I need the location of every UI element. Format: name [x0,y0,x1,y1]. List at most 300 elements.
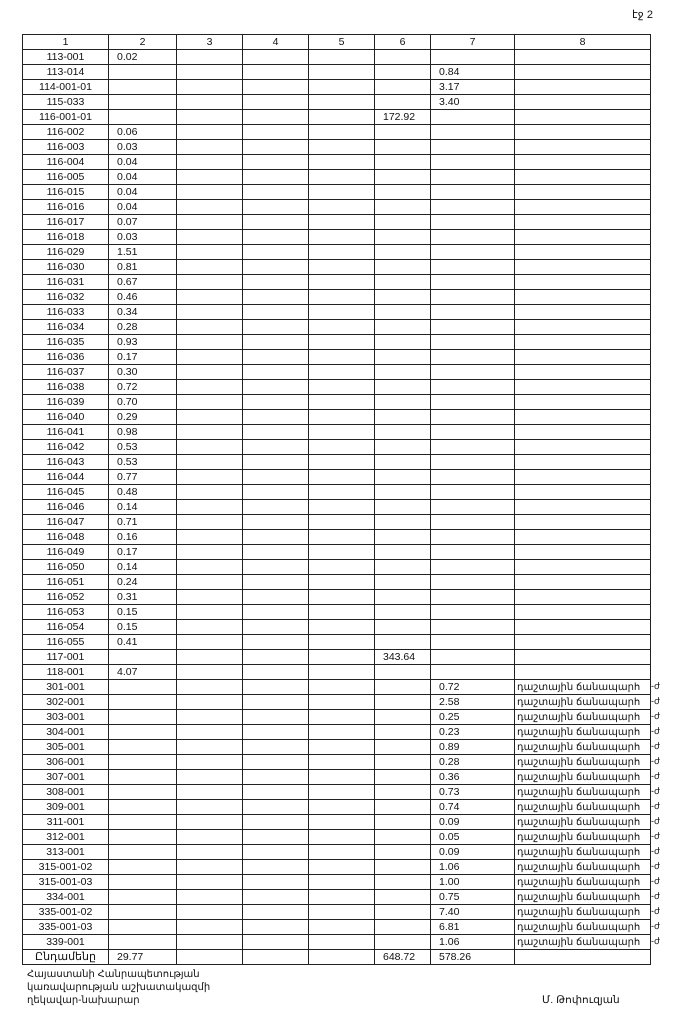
col-6-value-cell [375,230,431,245]
col-5-cell [309,380,375,395]
col-7-value-cell [431,440,515,455]
table-row [23,860,651,875]
col-5-cell [309,275,375,290]
table-row [23,245,651,260]
col-2-value-cell [109,905,177,920]
totals-col-3 [177,950,243,965]
col-5-cell [309,710,375,725]
col-7-value-cell [431,560,515,575]
col-4-cell [243,650,309,665]
footer-line: Հայաստանի Հանրապետության [27,969,200,980]
note-cell [515,485,651,500]
col-6-value-cell [375,470,431,485]
table-row [23,305,651,320]
col-7-value-cell: 1.06 [431,935,515,950]
col-3-cell [177,545,243,560]
parcel-code-cell: 116-038 [23,380,109,395]
col-4-cell [243,515,309,530]
margin-mark: -ժ [651,861,660,871]
col-3-cell [177,245,243,260]
col-6-value-cell [375,815,431,830]
col-6-value-cell [375,755,431,770]
col-5-cell [309,650,375,665]
parcel-code-cell: 313-001 [23,845,109,860]
col-4-cell [243,845,309,860]
col-2-value-cell: 0.04 [109,155,177,170]
col-7-value-cell: 0.05 [431,830,515,845]
col-5-cell [309,425,375,440]
note-cell [515,530,651,545]
col-5-cell [309,365,375,380]
col-5-cell [309,80,375,95]
table-row [23,800,651,815]
note-text: դաշտային ճանապարհ [517,801,641,813]
col-6-value-cell [375,80,431,95]
parcel-code-cell: 116-044 [23,470,109,485]
col-2-value-cell: 0.41 [109,635,177,650]
col-4-cell [243,395,309,410]
col-3-cell [177,905,243,920]
col-2-value-cell [109,800,177,815]
col-2-value-cell: 0.04 [109,170,177,185]
col-4-cell [243,95,309,110]
note-cell [515,65,651,80]
parcel-code-cell: 116-051 [23,575,109,590]
col-4-cell [243,545,309,560]
parcel-code-cell: 116-046 [23,500,109,515]
note-cell [515,260,651,275]
col-2-value-cell: 0.70 [109,395,177,410]
col-4-cell [243,320,309,335]
col-4-cell [243,170,309,185]
col-7-value-cell [431,635,515,650]
col-7-value-cell [431,110,515,125]
col-6-value-cell [375,725,431,740]
col-7-value-cell: 6.81 [431,920,515,935]
col-5-cell [309,140,375,155]
table-row [23,890,651,905]
col-2-value-cell: 0.02 [109,50,177,65]
col-3-cell [177,140,243,155]
col-6-value-cell [375,95,431,110]
table-row [23,140,651,155]
table-row [23,350,651,365]
col-4-cell [243,560,309,575]
col-3-cell [177,320,243,335]
col-5-cell [309,785,375,800]
col-7-value-cell: 1.06 [431,860,515,875]
margin-mark: -ժ [651,786,660,796]
col-7-value-cell: 3.40 [431,95,515,110]
totals-col-7: 578.26 [431,950,515,965]
col-4-cell [243,890,309,905]
table-row [23,230,651,245]
parcel-code-cell: 116-017 [23,215,109,230]
parcel-code-cell: 116-043 [23,455,109,470]
note-cell [515,785,660,800]
col-6-value-cell [375,785,431,800]
col-6-value-cell [375,530,431,545]
table-row [23,170,651,185]
table-row [23,695,651,710]
col-4-cell [243,380,309,395]
margin-mark: -ժ [651,831,660,841]
col-7-value-cell [431,605,515,620]
col-2-value-cell: 0.07 [109,215,177,230]
data-table-container [22,34,660,965]
table-row [23,710,651,725]
table-row [23,590,651,605]
col-2-value-cell [109,830,177,845]
col-4-cell [243,695,309,710]
parcel-code-cell: 116-018 [23,230,109,245]
note-cell [515,275,651,290]
col-5-cell [309,830,375,845]
table-row [23,365,651,380]
col-3-cell [177,575,243,590]
col-7-value-cell [431,545,515,560]
col-3-cell [177,95,243,110]
col-7-value-cell [431,245,515,260]
note-text: դաշտային ճանապարհ [517,936,641,948]
col-7-value-cell [431,470,515,485]
table-row [23,920,651,935]
table-row [23,545,651,560]
table-row [23,395,651,410]
col-7-value-cell [431,335,515,350]
table-row [23,275,651,290]
col-3-cell [177,125,243,140]
col-2-value-cell: 0.48 [109,485,177,500]
note-cell [515,740,660,755]
col-7-value-cell: 3.17 [431,80,515,95]
col-6-value-cell [375,575,431,590]
col-4-cell [243,725,309,740]
col-5-cell [309,575,375,590]
table-row [23,725,651,740]
col-6-value-cell [375,800,431,815]
col-6-value-cell [375,890,431,905]
note-text: դաշտային ճանապարհ [517,756,641,768]
col-6-value-cell [375,170,431,185]
col-7-value-cell [431,260,515,275]
margin-mark: -ժ [651,771,660,781]
col-3-cell [177,800,243,815]
col-4-cell [243,140,309,155]
note-text: դաշտային ճանապարհ [517,816,641,828]
column-header: 1 [23,35,109,50]
col-2-value-cell [109,80,177,95]
table-row [23,635,651,650]
note-cell [515,230,651,245]
table-row [23,575,651,590]
table-row [23,620,651,635]
table-row [23,185,651,200]
col-4-cell [243,110,309,125]
parcel-code-cell: 118-001 [23,665,109,680]
note-text: դաշտային ճանապարհ [517,741,641,753]
col-3-cell [177,680,243,695]
col-2-value-cell: 0.81 [109,260,177,275]
col-2-value-cell: 0.03 [109,230,177,245]
table-row [23,425,651,440]
col-3-cell [177,920,243,935]
col-3-cell [177,935,243,950]
parcel-code-cell: 304-001 [23,725,109,740]
col-4-cell [243,185,309,200]
col-2-value-cell [109,650,177,665]
col-5-cell [309,395,375,410]
note-cell [515,395,651,410]
col-5-cell [309,590,375,605]
parcel-code-cell: 116-036 [23,350,109,365]
col-7-value-cell [431,590,515,605]
col-7-value-cell: 0.75 [431,890,515,905]
column-header: 8 [515,35,651,50]
col-3-cell [177,890,243,905]
col-2-value-cell: 0.14 [109,560,177,575]
col-6-value-cell: 343.64 [375,650,431,665]
col-2-value-cell: 0.31 [109,590,177,605]
col-5-cell [309,515,375,530]
col-6-value-cell [375,185,431,200]
note-cell [515,365,651,380]
note-text: դաշտային ճանապարհ [517,906,641,918]
parcel-code-cell: 116-001-01 [23,110,109,125]
col-5-cell [309,230,375,245]
col-3-cell [177,725,243,740]
col-7-value-cell: 0.89 [431,740,515,755]
col-5-cell [309,440,375,455]
col-4-cell [243,470,309,485]
col-6-value-cell [375,260,431,275]
note-cell [515,650,651,665]
col-2-value-cell: 0.46 [109,290,177,305]
col-2-value-cell: 0.72 [109,380,177,395]
parcel-code-cell: 116-029 [23,245,109,260]
col-6-value-cell [375,620,431,635]
col-5-cell [309,680,375,695]
col-6-value-cell [375,875,431,890]
table-row [23,830,651,845]
note-cell [515,770,660,785]
parcel-code-cell: 307-001 [23,770,109,785]
note-cell [515,845,660,860]
col-2-value-cell: 0.15 [109,605,177,620]
column-header: 7 [431,35,515,50]
col-2-value-cell: 0.93 [109,335,177,350]
col-4-cell [243,275,309,290]
col-4-cell [243,215,309,230]
table-row [23,50,651,65]
col-5-cell [309,290,375,305]
footer-line: կառավարության աշխատակազմի [27,982,211,993]
parcel-code-cell: 116-032 [23,290,109,305]
note-cell [515,560,651,575]
col-4-cell [243,860,309,875]
parcel-code-cell: 116-030 [23,260,109,275]
table-row [23,410,651,425]
signatory-name: Մ. Թոփուզյան [542,994,620,1006]
col-3-cell [177,290,243,305]
col-2-value-cell: 0.24 [109,575,177,590]
col-7-value-cell [431,155,515,170]
note-cell [515,215,651,230]
col-5-cell [309,110,375,125]
col-6-value-cell [375,65,431,80]
parcel-code-cell: 116-042 [23,440,109,455]
col-7-value-cell [431,230,515,245]
table-row [23,665,651,680]
col-7-value-cell [431,425,515,440]
table-row [23,320,651,335]
col-6-value-cell [375,425,431,440]
col-6-value-cell [375,335,431,350]
col-7-value-cell [431,350,515,365]
col-4-cell [243,200,309,215]
col-5-cell [309,485,375,500]
column-header: 3 [177,35,243,50]
col-3-cell [177,665,243,680]
note-cell [515,125,651,140]
table-row [23,485,651,500]
margin-mark: -ժ [651,756,660,766]
col-6-value-cell [375,455,431,470]
col-6-value-cell [375,395,431,410]
table-row [23,680,651,695]
margin-mark: -ժ [651,816,660,826]
note-cell [515,920,660,935]
col-3-cell [177,380,243,395]
col-4-cell [243,425,309,440]
table-row [23,470,651,485]
parcel-code-cell: 113-014 [23,65,109,80]
col-5-cell [309,125,375,140]
note-cell [515,680,660,695]
col-5-cell [309,740,375,755]
col-7-value-cell [431,455,515,470]
col-2-value-cell [109,845,177,860]
column-header: 5 [309,35,375,50]
col-3-cell [177,845,243,860]
col-7-value-cell [431,365,515,380]
col-2-value-cell: 0.17 [109,350,177,365]
footer-line: ղեկավար-նախարար [27,995,140,1006]
col-6-value-cell [375,545,431,560]
parcel-code-cell: 303-001 [23,710,109,725]
header-row [23,35,651,50]
parcel-code-cell: 116-045 [23,485,109,500]
table-row [23,125,651,140]
col-6-value-cell [375,680,431,695]
col-5-cell [309,155,375,170]
margin-mark: -ժ [651,906,660,916]
parcel-code-cell: 339-001 [23,935,109,950]
col-4-cell [243,80,309,95]
col-6-value-cell [375,560,431,575]
table-row [23,650,651,665]
col-3-cell [177,530,243,545]
col-6-value-cell [375,200,431,215]
note-cell [515,50,651,65]
col-3-cell [177,215,243,230]
note-text: դաշտային ճանապարհ [517,891,641,903]
col-7-value-cell [431,215,515,230]
table-row [23,380,651,395]
table-row [23,770,651,785]
col-7-value-cell: 1.00 [431,875,515,890]
note-cell [515,455,651,470]
totals-col-5 [309,950,375,965]
note-cell [515,695,660,710]
margin-mark: -ժ [651,681,660,691]
col-7-value-cell [431,170,515,185]
col-3-cell [177,620,243,635]
col-2-value-cell [109,740,177,755]
col-6-value-cell [375,830,431,845]
note-cell [515,470,651,485]
parcel-code-cell: 116-015 [23,185,109,200]
col-7-value-cell [431,410,515,425]
table-row [23,335,651,350]
note-cell [515,545,651,560]
margin-mark: -ժ [651,846,660,856]
col-5-cell [309,245,375,260]
note-cell [515,605,651,620]
col-6-value-cell [375,740,431,755]
table-row [23,905,651,920]
col-6-value-cell [375,320,431,335]
col-4-cell [243,485,309,500]
col-5-cell [309,605,375,620]
col-3-cell [177,875,243,890]
col-2-value-cell: 0.67 [109,275,177,290]
col-4-cell [243,410,309,425]
note-cell [515,860,660,875]
col-4-cell [243,335,309,350]
table-row [23,455,651,470]
col-3-cell [177,860,243,875]
col-5-cell [309,305,375,320]
table-row [23,95,651,110]
col-2-value-cell [109,875,177,890]
col-6-value-cell: 172.92 [375,110,431,125]
col-4-cell [243,50,309,65]
col-4-cell [243,815,309,830]
parcel-code-cell: 315-001-03 [23,875,109,890]
page-number-label: էջ 2 [632,9,653,21]
col-2-value-cell: 0.71 [109,515,177,530]
col-2-value-cell: 0.04 [109,200,177,215]
col-3-cell [177,305,243,320]
col-4-cell [243,245,309,260]
col-4-cell [243,710,309,725]
col-4-cell [243,935,309,950]
totals-col-4 [243,950,309,965]
note-cell [515,830,660,845]
col-3-cell [177,635,243,650]
col-2-value-cell [109,755,177,770]
col-5-cell [309,335,375,350]
col-2-value-cell: 0.30 [109,365,177,380]
note-cell [515,800,660,815]
col-4-cell [243,305,309,320]
col-4-cell [243,875,309,890]
note-cell [515,815,660,830]
col-7-value-cell [431,290,515,305]
col-7-value-cell [431,200,515,215]
note-text: դաշտային ճանապարհ [517,921,641,933]
